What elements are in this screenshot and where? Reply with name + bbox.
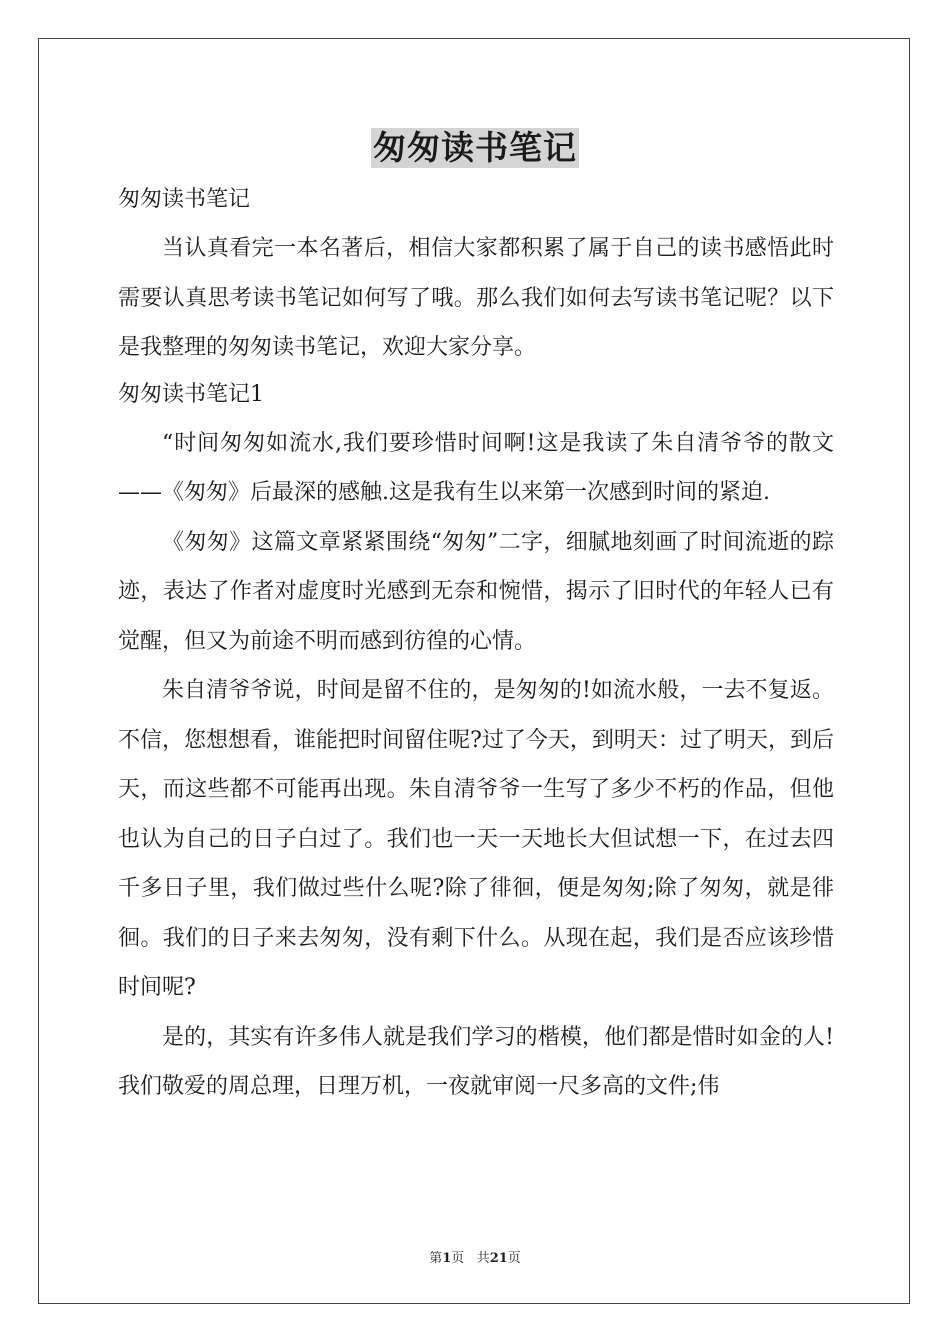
body-paragraph-2: 《匆匆》这篇文章紧紧围绕“匆匆”二字，细腻地刻画了时间流逝的踪迹，表达了作者对虚度时光感到无奈和惋惜，揭示了旧时代的年轻人已有觉醒，但又为前途不明而感到彷徨的心情。: [118, 529, 834, 654]
footer-total-pages: 21: [489, 1251, 508, 1266]
document-title: 匆匆读书笔记: [373, 128, 577, 167]
body-paragraph-1: “时间匆匆如流水,我们要珍惜时间啊!这是我读了朱自清爷爷的散文——《匆匆》后最深的感触.这是我有生以来第一次感到时间的紧迫.: [118, 430, 834, 505]
document-body: [118, 178, 834, 1112]
footer-total-suffix: 页: [507, 1251, 521, 1266]
title-container: [0, 128, 950, 168]
footer-page-number: 1: [442, 1251, 452, 1266]
intro-paragraph: 当认真看完一本名著后，相信大家都积累了属于自己的读书感悟此时需要认真思考读书笔记如何写了哦。那么我们如何去写读书笔记呢？以下是我整理的匆匆读书笔记，欢迎大家分享。: [118, 236, 834, 360]
footer-total-prefix: 共: [476, 1251, 490, 1266]
body-paragraph-4: 是的，其实有许多伟人就是我们学习的楷模，他们都是惜时如金的人!我们敬爱的周总理，日理万机，一夜就审阅一尺多高的文件;伟: [118, 1024, 834, 1099]
document-subtitle: 匆匆读书笔记: [118, 187, 251, 212]
footer-page-prefix: 第: [429, 1251, 443, 1266]
section-heading: 匆匆读书笔记1: [118, 381, 264, 407]
footer-page-suffix: 页: [451, 1251, 465, 1266]
page-footer: [0, 1247, 950, 1266]
body-paragraph-3: 朱自清爷爷说，时间是留不住的，是匆匆的!如流水般，一去不复返。不信，您想想看，谁能把时间留住呢?过了今天，到明天：过了明天，到后天，而这些都不可能再出现。朱自清爷爷一生写了多少不朽的作品，但他也认为自己的日子白过了。我们也一天一天地长大但试想一下，在过去四千多日子里，我们做过些什么呢?除了徘徊，便是匆匆;除了匆匆，就是徘徊。我们的日子来去匆匆，没有剩下什么。从现在起，我们是否应该珍惜时间呢?: [118, 678, 834, 1000]
